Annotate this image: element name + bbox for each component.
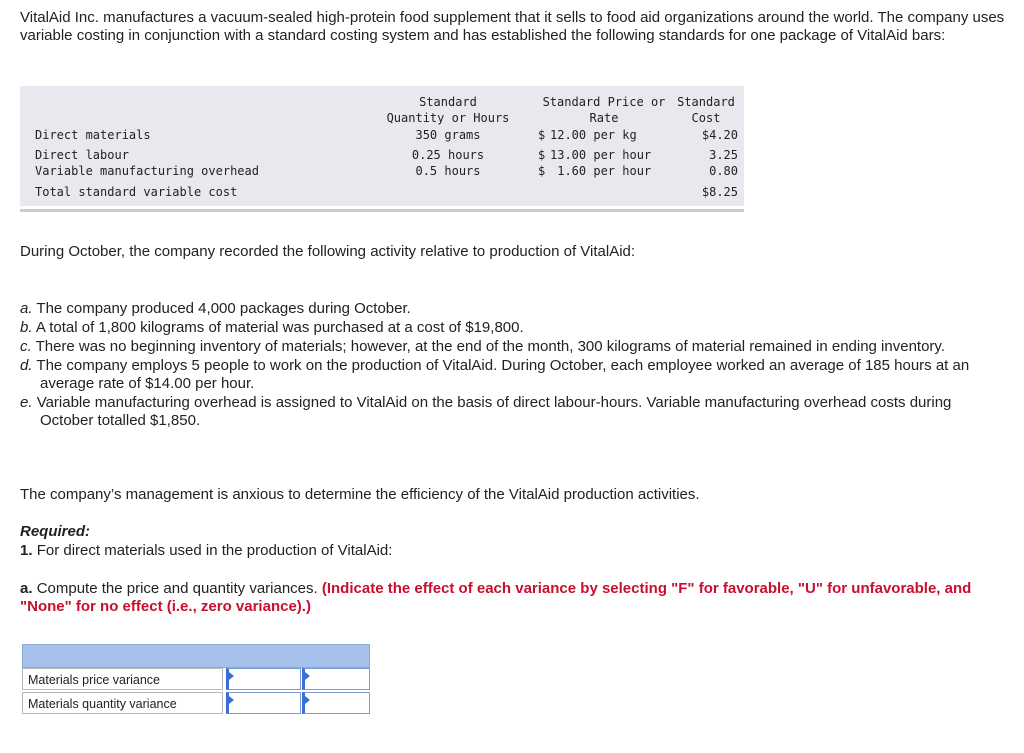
item-letter: d. (20, 357, 33, 374)
row-label-total: Total standard variable cost (35, 185, 238, 199)
list-item (20, 338, 1005, 356)
quantity-variance-effect-select[interactable] (302, 692, 370, 714)
answer-grid (22, 644, 370, 718)
header-rate-2: Rate (589, 111, 619, 125)
activity-list (20, 300, 1005, 431)
input-marker-icon (305, 672, 310, 680)
row-qty-direct-materials: 350 grams (415, 128, 481, 142)
standards-table (20, 86, 744, 206)
row-qty-variable-overhead: 0.5 hours (415, 164, 481, 178)
list-item (20, 357, 1005, 393)
table-bottom-rule (20, 209, 744, 212)
required-heading: Required: (20, 523, 91, 540)
input-marker-icon (305, 696, 310, 704)
row-label-direct-labour: Direct labour (35, 148, 129, 162)
list-item (20, 319, 1005, 337)
item-text: Variable manufacturing overhead is assigned to VitalAid on the basis of direct labour-hours. Variable manufacturing overhead costs during October totalled $1,850. (36, 394, 952, 429)
item-letter: a. (20, 300, 33, 317)
input-marker-icon (229, 672, 234, 680)
part-a-text: Compute the price and quantity variances. (36, 580, 318, 597)
price-variance-effect-select[interactable] (302, 668, 370, 690)
answer-row-price (22, 668, 370, 691)
header-qty-2: Quantity or Hours (386, 111, 510, 125)
activity-intro: During October, the company recorded the following activity relative to production of VitalAid: (20, 243, 636, 260)
part-a-prompt (20, 580, 1005, 616)
row-rate-sym-direct-labour: $ (538, 148, 546, 162)
quantity-variance-amount-input[interactable] (226, 692, 301, 714)
part-1-number: 1. (20, 542, 33, 559)
row-cost-variable-overhead: 0.80 (709, 164, 738, 178)
row-cost-total: $8.25 (701, 185, 738, 199)
row-rate-variable-overhead: 1.60 per hour (550, 164, 652, 178)
row-label-variable-overhead: Variable manufacturing overhead (35, 164, 259, 178)
row-rate-sym-variable-overhead: $ (538, 164, 546, 178)
header-rate-1: Standard Price or (542, 95, 666, 109)
price-variance-amount-input[interactable] (226, 668, 301, 690)
part-a-prefix: a. (20, 580, 33, 597)
problem-intro: VitalAid Inc. manufactures a vacuum-sealed high-protein food supplement that it sells to food aid organizations around the world. The company uses variable costing in conjunction with a standard costing system and has established the following standards for one package of VitalAid bars: (20, 9, 1005, 44)
part-1-prompt (20, 542, 392, 559)
list-item (20, 300, 1005, 318)
row-cost-direct-materials: $4.20 (701, 128, 738, 142)
header-cost-1: Standard (677, 95, 735, 109)
row-rate-direct-labour: 13.00 per hour (550, 148, 652, 162)
row-rate-direct-materials: 12.00 per kg (550, 128, 637, 142)
answer-row-quantity (22, 692, 370, 715)
quantity-variance-label: Materials quantity variance (22, 692, 223, 714)
row-qty-direct-labour: 0.25 hours (411, 148, 485, 162)
list-item (20, 394, 1005, 430)
management-statement: The company’s management is anxious to determine the efficiency of the VitalAid production activities. (20, 486, 700, 503)
row-rate-sym-direct-materials: $ (538, 128, 546, 142)
item-text: A total of 1,800 kilograms of material was purchased at a cost of $19,800. (35, 319, 524, 336)
item-letter: e. (20, 394, 33, 411)
header-qty-1: Standard (419, 95, 477, 109)
item-letter: c. (20, 338, 32, 355)
item-text: The company employs 5 people to work on the production of VitalAid. During October, each employee worked an average of 185 hours at an average rate of $14.00 per hour. (36, 357, 970, 392)
row-label-direct-materials: Direct materials (35, 128, 151, 142)
item-text: There was no beginning inventory of materials; however, at the end of the month, 300 kilograms of material remained in ending inventory. (35, 338, 945, 355)
row-cost-direct-labour: 3.25 (709, 148, 738, 162)
part-a-instruction: (Indicate the effect of each variance by selecting "F" for favorable, "U" for unfavorable, and "None" for no effect (i.e., zero variance).) (20, 580, 972, 615)
answer-grid-header (22, 644, 370, 668)
input-marker-icon (229, 696, 234, 704)
part-1-text: For direct materials used in the production of VitalAid: (36, 542, 393, 559)
item-text: The company produced 4,000 packages during October. (36, 300, 411, 317)
item-letter: b. (20, 319, 33, 336)
header-cost-2: Cost (691, 111, 721, 125)
price-variance-label: Materials price variance (22, 668, 223, 690)
